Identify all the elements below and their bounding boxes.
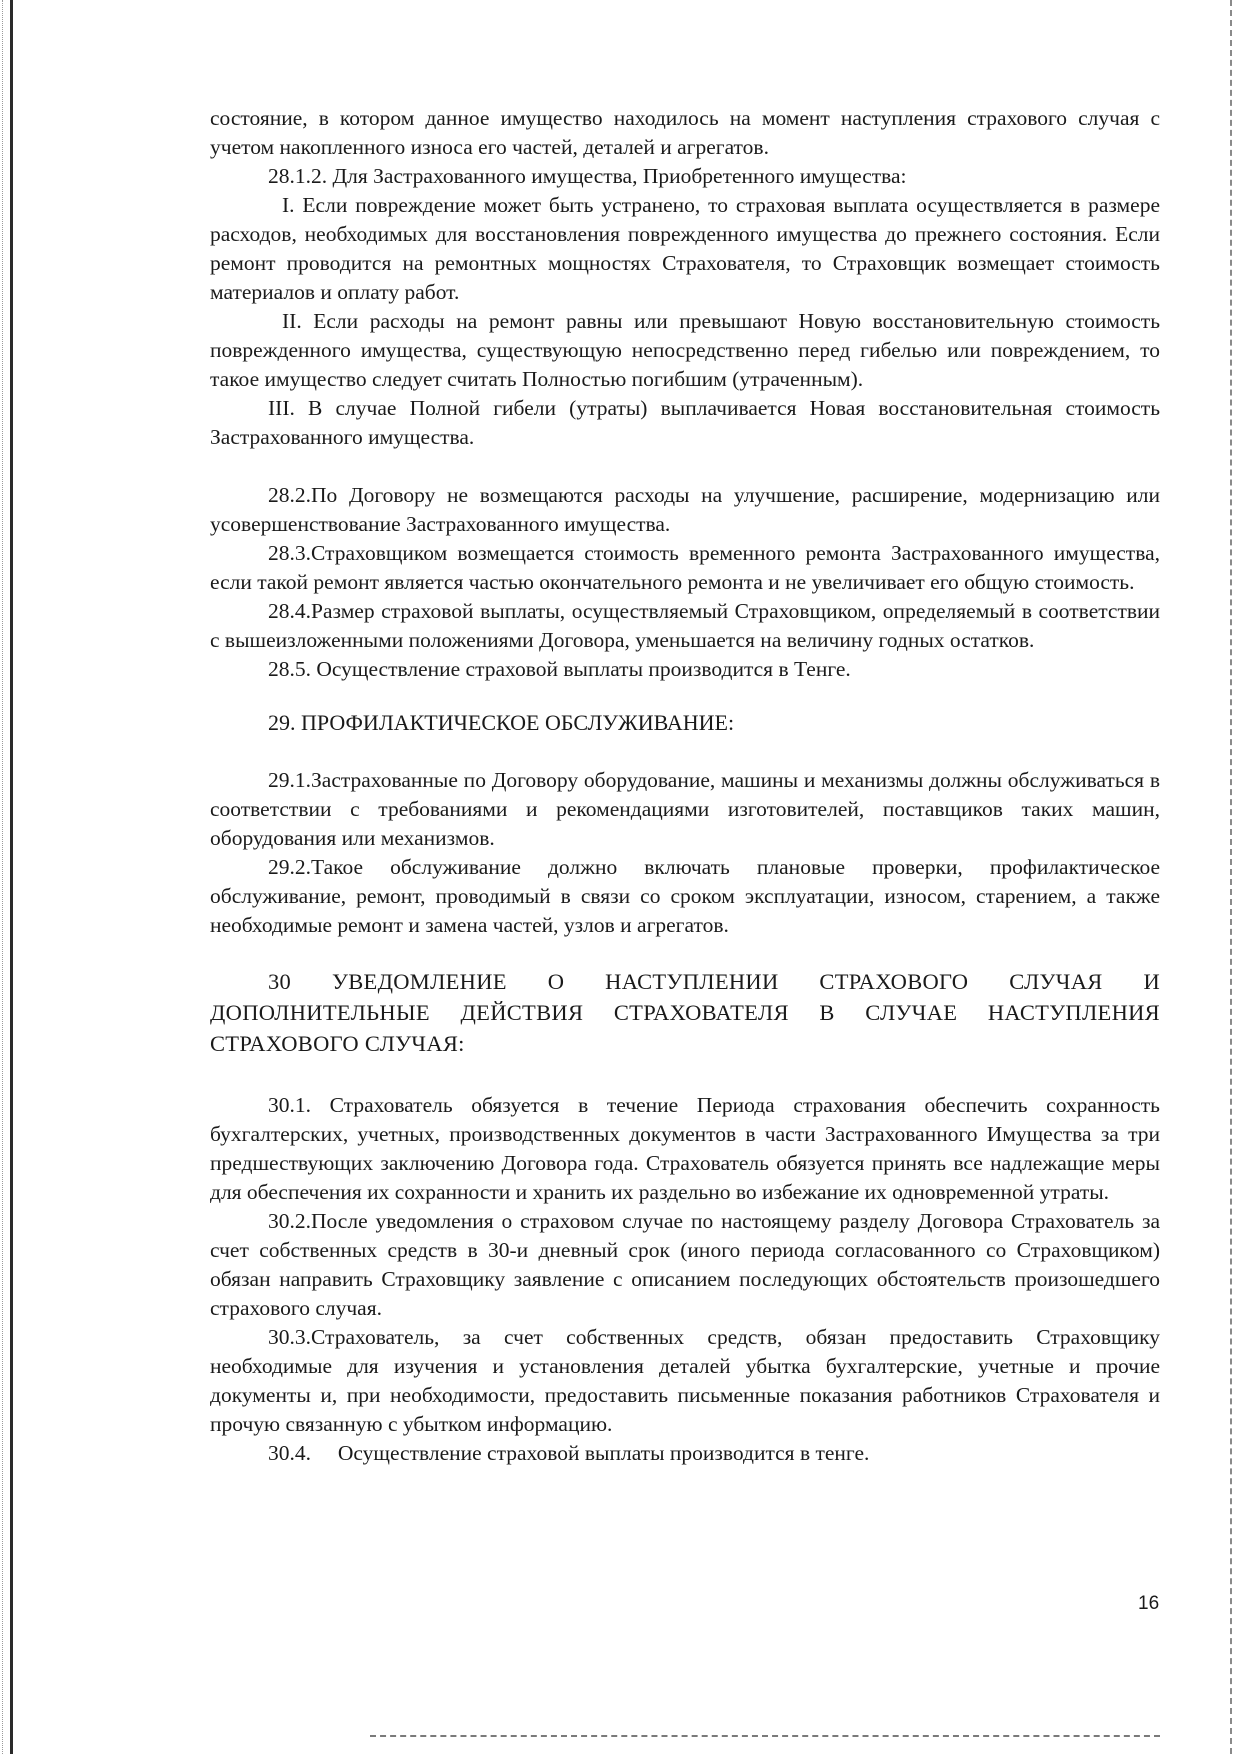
document-body (210, 104, 1160, 1468)
paragraph-30-3: 30.3.Страхователь, за счет собственных средств, обязан предоставить Страховщику необходимые для изучения и установления деталей убытка бухгалтерские, учетные и прочие документы и, при необходимости, предоставить письменные показания работников Страхователя и прочую связанную с убытком информацию. (210, 1325, 1160, 1436)
paragraph-28-3: 28.3.Страховщиком возмещается стоимость временного ремонта Застрахованного имущества, если такой ремонт является частью окончательного ремонта и не увеличивает его общую стоимость. (210, 541, 1160, 594)
section-heading-29: 29. ПРОФИЛАКТИЧЕСКОЕ ОБСЛУЖИВАНИЕ: (268, 710, 735, 735)
paragraph-29-1: 29.1.Застрахованные по Договору оборудование, машины и механизмы должны обслуживаться в соответствии с требованиями и рекомендациями изготовителей, поставщиков таких машин, оборудования или механизмов. (210, 768, 1160, 850)
paragraph-28-1-1-continuation: состояние, в котором данное имущество находилось на момент наступления страхового случая с учетом накопленного износа его частей, деталей и агрегатов. (210, 106, 1160, 159)
paragraph-29-2: 29.2.Такое обслуживание должно включать плановые проверки, профилактическое обслуживание, ремонт, проводимый в связи со сроком эксплуатации, износом, старением, а также необходимые ремонт и замена частей, узлов и агрегатов. (210, 855, 1160, 937)
scan-edge-left-dotted (2, 0, 4, 1754)
scan-edge-bottom (370, 1735, 1160, 1737)
paragraph-28-2: 28.2.По Договору не возмещаются расходы на улучшение, расширение, модернизацию или усовершенствование Застрахованного имущества. (210, 483, 1160, 536)
scan-edge-left (10, 0, 13, 1754)
page-number: 16 (1138, 1593, 1160, 1614)
paragraph-28-1-2-ii: II. Если расходы на ремонт равны или превышают Новую восстановительную стоимость поврежденного имущества, существующую непосредственно перед гибелью или повреждением, то такое имущество следует считать Полностью погибшим (утраченным). (210, 309, 1160, 391)
section-heading-30: 30 УВЕДОМЛЕНИЕ О НАСТУПЛЕНИИ СТРАХОВОГО СЛУЧАЯ И ДОПОЛНИТЕЛЬНЫЕ ДЕЙСТВИЯ СТРАХОВАТЕЛЯ В СЛУЧАЕ НАСТУПЛЕНИЯ СТРАХОВОГО СЛУЧАЯ: (210, 969, 1160, 1056)
paragraph-28-1-2-iii: III. В случае Полной гибели (утраты) выплачивается Новая восстановительная стоимость Застрахованного имущества. (210, 396, 1160, 449)
paragraph-28-5: 28.5. Осуществление страховой выплаты производится в Тенге. (268, 657, 851, 681)
paragraph-28-4: 28.4.Размер страховой выплаты, осуществляемый Страховщиком, определяемый в соответствии с вышеизложенными положениями Договора, уменьшается на величину годных остатков. (210, 599, 1160, 652)
paragraph-28-1-2: 28.1.2. Для Застрахованного имущества, Приобретенного имущества: (268, 164, 907, 188)
paragraph-30-1: 30.1. Страхователь обязуется в течение Периода страхования обеспечить сохранность бухгалтерских, учетных, производственных документов в части Застрахованного Имущества за три предшествующих заключению Договора года. Страхователь обязуется принять все надлежащие меры для обеспечения их сохранности и хранить их раздельно во избежание их одновременной утраты. (210, 1093, 1160, 1204)
scan-edge-right (1224, 0, 1232, 1754)
paragraph-28-1-2-i: I. Если повреждение может быть устранено, то страховая выплата осуществляется в размере расходов, необходимых для восстановления поврежденного имущества до прежнего состояния. Если ремонт проводится на ремонтных мощностях Страхователя, то Страховщик возмещает стоимость материалов и оплату работ. (210, 193, 1160, 304)
paragraph-30-4: 30.4. Осуществление страховой выплаты производится в тенге. (268, 1441, 870, 1465)
paragraph-30-2: 30.2.После уведомления о страховом случае по настоящему разделу Договора Страхователь за счет собственных средств в 30-и дневный срок (иного периода согласованного со Страховщиком) обязан направить Страховщику заявление с описанием последующих обстоятельств произошедшего страхового случая. (210, 1209, 1160, 1320)
